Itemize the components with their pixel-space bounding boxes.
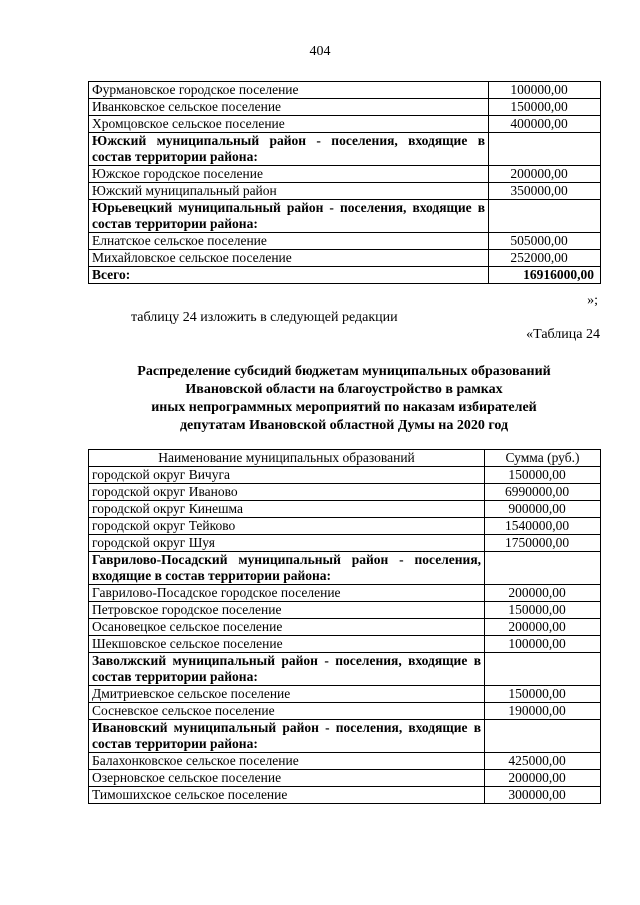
closing-quote: »;	[587, 293, 598, 308]
table-row	[89, 467, 601, 484]
amount-cell: 150000,00	[485, 686, 601, 703]
column-header-name: Наименование муниципальных образований	[89, 450, 485, 467]
table-row	[89, 116, 601, 133]
municipality-name-cell: городской округ Шуя	[89, 535, 485, 552]
amount-cell: 190000,00	[485, 703, 601, 720]
municipality-name-cell: Сосневское сельское поселение	[89, 703, 485, 720]
municipality-name-cell: Всего:	[89, 267, 489, 284]
group-header-row	[89, 720, 601, 753]
page-number: 404	[309, 44, 331, 59]
municipality-name-cell: Елнатское сельское поселение	[89, 233, 489, 250]
table-body	[89, 82, 601, 284]
table-row	[89, 183, 601, 200]
table-row	[89, 484, 601, 501]
amount-cell: 350000,00	[489, 183, 601, 200]
group-header-row	[89, 200, 601, 233]
amount-cell: 900000,00	[485, 501, 601, 518]
table-title-line: депутатам Ивановской областной Думы на 2020 год	[179, 418, 509, 433]
amendment-instruction: таблицу 24 изложить в следующей редакции	[131, 310, 398, 325]
amount-cell: 150000,00	[485, 602, 601, 619]
municipality-name-cell: Тимошихское сельское поселение	[89, 787, 485, 804]
table-row	[89, 585, 601, 602]
table-row	[89, 787, 601, 804]
municipality-name-cell: Гаврилово-Посадское городское поселение	[89, 585, 485, 602]
amount-cell	[489, 200, 601, 233]
group-header-row	[89, 653, 601, 686]
amount-cell: 150000,00	[485, 467, 601, 484]
municipality-name-cell: Фурмановское городское поселение	[89, 82, 489, 99]
table-row	[89, 501, 601, 518]
amount-cell: 300000,00	[485, 787, 601, 804]
table-row	[89, 686, 601, 703]
amount-cell: 200000,00	[489, 166, 601, 183]
table-label: «Таблица 24	[526, 327, 600, 342]
table-row	[89, 99, 601, 116]
amount-cell	[489, 133, 601, 166]
table-row	[89, 518, 601, 535]
municipality-name-cell: Ивановский муниципальный район - поселения, входящие в состав территории района:	[89, 720, 485, 753]
municipality-name-cell: Заволжский муниципальный район - поселения, входящие в состав территории района:	[89, 653, 485, 686]
table-row	[89, 636, 601, 653]
table-header-row	[89, 450, 601, 467]
municipality-name-cell: Южский муниципальный район	[89, 183, 489, 200]
amount-cell	[485, 720, 601, 753]
amount-cell: 200000,00	[485, 770, 601, 787]
amount-cell: 1540000,00	[485, 518, 601, 535]
table-title	[88, 363, 600, 435]
municipality-name-cell: Гаврилово-Посадский муниципальный район - поселения, входящие в состав территории района:	[89, 552, 485, 585]
amount-cell: 200000,00	[485, 619, 601, 636]
table-title-line: Ивановской области на благоустройство в рамках	[185, 382, 503, 397]
amount-cell: 400000,00	[489, 116, 601, 133]
amount-cell: 252000,00	[489, 250, 601, 267]
municipality-name-cell: Озерновское сельское поселение	[89, 770, 485, 787]
group-header-row	[89, 133, 601, 166]
municipality-name-cell: городской округ Иваново	[89, 484, 485, 501]
table-row	[89, 770, 601, 787]
table-row	[89, 619, 601, 636]
subsidy-distribution-table	[88, 449, 601, 804]
table-row	[89, 703, 601, 720]
municipality-name-cell: Шекшовское сельское поселение	[89, 636, 485, 653]
amount-cell: 200000,00	[485, 585, 601, 602]
subsidy-table-continuation	[88, 81, 601, 284]
table-title-line: Распределение субсидий бюджетам муниципальных образований	[137, 364, 551, 379]
municipality-name-cell: Осановецкое сельское поселение	[89, 619, 485, 636]
municipality-name-cell: Михайловское сельское поселение	[89, 250, 489, 267]
amount-cell: 6990000,00	[485, 484, 601, 501]
municipality-name-cell: городской округ Кинешма	[89, 501, 485, 518]
table-row	[89, 602, 601, 619]
amount-cell: 100000,00	[489, 82, 601, 99]
amount-cell	[485, 653, 601, 686]
table-title-line: иных непрограммных мероприятий по наказам избирателей	[151, 400, 537, 415]
municipality-name-cell: Юрьевецкий муниципальный район - поселения, входящие в состав территории района:	[89, 200, 489, 233]
amount-cell: 150000,00	[489, 99, 601, 116]
column-header-sum: Сумма (руб.)	[485, 450, 601, 467]
table-row	[89, 233, 601, 250]
table-body	[89, 467, 601, 804]
amount-cell: 505000,00	[489, 233, 601, 250]
table-row	[89, 250, 601, 267]
municipality-name-cell: Хромцовское сельское поселение	[89, 116, 489, 133]
table-row	[89, 753, 601, 770]
amount-cell	[485, 552, 601, 585]
municipality-name-cell: Дмитриевское сельское поселение	[89, 686, 485, 703]
municipality-name-cell: городской округ Тейково	[89, 518, 485, 535]
municipality-name-cell: Балахонковское сельское поселение	[89, 753, 485, 770]
amount-cell: 100000,00	[485, 636, 601, 653]
municipality-name-cell: Иванковское сельское поселение	[89, 99, 489, 116]
table-row	[89, 166, 601, 183]
amount-cell: 425000,00	[485, 753, 601, 770]
municipality-name-cell: Южский муниципальный район - поселения, входящие в состав территории района:	[89, 133, 489, 166]
municipality-name-cell: Южское городское поселение	[89, 166, 489, 183]
municipality-name-cell: Петровское городское поселение	[89, 602, 485, 619]
municipality-name-cell: городской округ Вичуга	[89, 467, 485, 484]
group-header-row	[89, 552, 601, 585]
table-row	[89, 535, 601, 552]
amount-cell: 16916000,00	[489, 267, 601, 284]
total-row	[89, 267, 601, 284]
table-row	[89, 82, 601, 99]
amount-cell: 1750000,00	[485, 535, 601, 552]
